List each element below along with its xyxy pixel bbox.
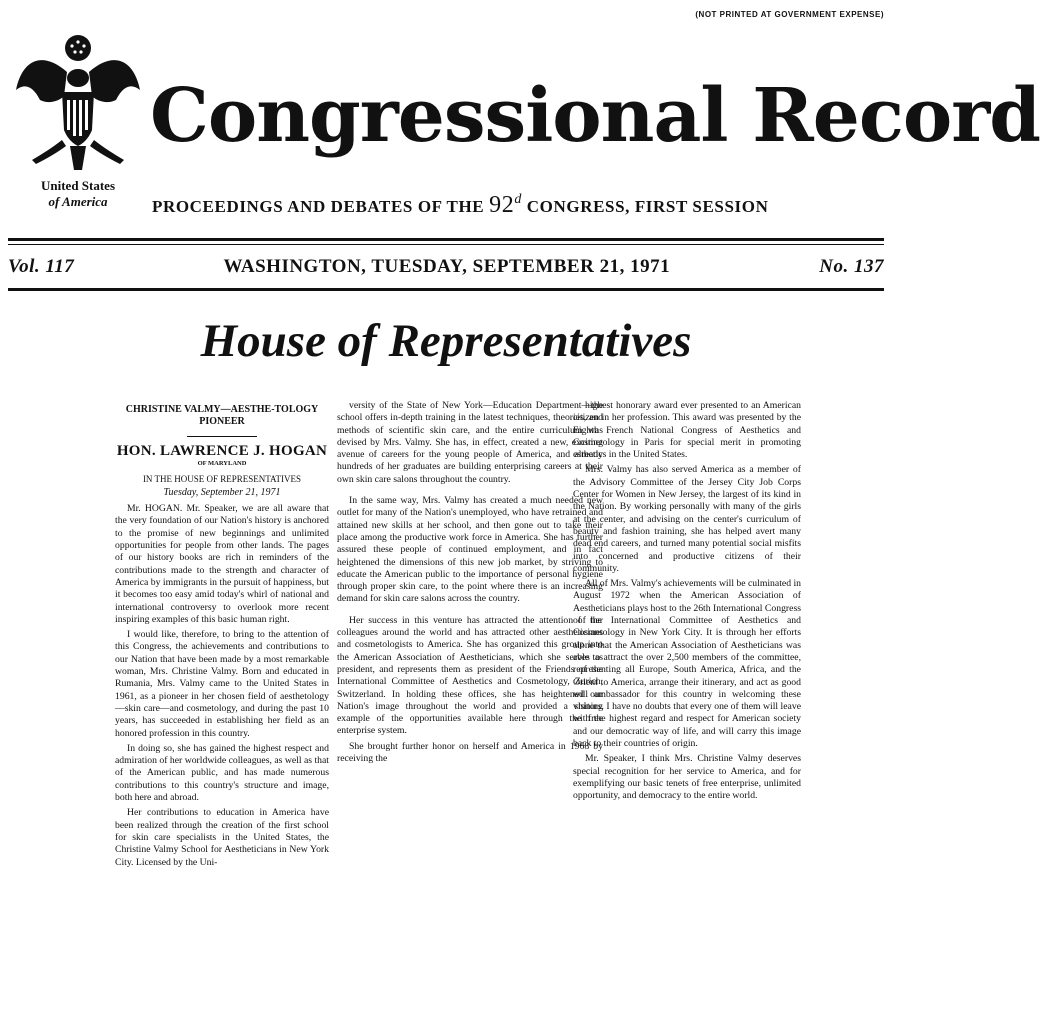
dateline-bar [8,254,884,280]
expense-notice: (NOT PRINTED AT GOVERNMENT EXPENSE) [695,10,884,19]
speaker-name: HON. LAWRENCE J. HOGAN [116,443,328,459]
subhead-suffix: CONGRESS, FIRST SESSION [526,197,769,216]
country-label [18,178,138,210]
article-location: IN THE HOUSE OF REPRESENTATIVES [142,473,302,484]
chamber-heading: House of Representatives [200,315,692,367]
congress-number: 92$^d$ [489,192,522,218]
paragraph: In the same way, Mrs. Valmy has created a much needed new outlet for many of the Nation's unemployed, who have retrained and attained new skills at her school, and then gone out to take their place among the productive work force in America. She has further assured these people of continued employment, and in fact heightened the dimensions of this new job market, by striving to educate the American public to the importance of personal hygiene through proper skin care, to the point where there is an increasing demand for skin care salons across the country. [337,495,603,605]
paragraph: All of Mrs. Valmy's achievements will be culminated in August 1972 when the American Association of Aestheticians plays host to the 26th International Congress of the International Committee of Aesthetics and Cosmetology in New York City. It is through her efforts alone that the American Association of Aestheticians was able to attract the over 2,500 members of the committee, representing all Europe, South America, Africa, and the Orient to America, arrange their itinerary, and act as good will ambassador for this country in welcoming these visitors. I have no doubts that every one of them will leave with the highest regard and respect for American society and our democratic way of life, and will carry this image back to their countries of origin. [573,578,801,750]
congress-ordinal-suffix: d [514,192,522,207]
header-rule-bottom [8,288,884,291]
paragraph: In doing so, she has gained the highest respect and admiration of her worldwide colleagues, as well as that of the American public, and has made numerous contributions to this country's structure and image, both here and abroad. [115,742,329,804]
paragraph: I would like, therefore, to bring to the attention of this Congress, the achievements and contributions to our Nation that have been made by a most remarkable woman, Mrs. Christine Valmy. Born and educated in Rumania, Mrs. Valmy came to the United States in 1961, as a pioneer in her chosen field of aesthetology—skin care—and cosmetology, and during the past 10 years, has succeeded in establishing her field as an honored profession in this country. [115,629,329,739]
paragraph: Mr. Speaker, I think Mrs. Christine Valmy deserves special recognition for her service to America, and for exemplifying our basic tenets of free enterprise, unlimited opportunity, and democracy to the entire world. [573,753,801,802]
paragraph: highest honorary award ever presented to an American citizen in her profession. This award was presented by the Eighth French National Congress of Aesthetics and Cosmetology in Paris for special merit in promoting esthetics in the United States. [573,400,801,461]
paragraph: versity of the State of New York—Education Department—the school offers in-depth training in the latest techniques, theories, and methods of scientific skin care, and the entire curriculum was devised by Mrs. Valmy. She has, in effect, created a new, exciting avenue of careers for the young people of America, and already hundreds of her graduates are building enterprising careers at their own skin care salons throughout the country. [337,400,603,485]
paragraph: She brought further honor on herself and America in 1968 by receiving the [337,740,603,765]
heading-divider [187,436,257,437]
subhead-prefix: PROCEEDINGS AND DEBATES OF THE [152,197,485,216]
header-rule-top-thin [8,244,884,245]
article-column-1 [115,400,329,872]
header-rule-top [8,238,884,241]
paragraph: Her contributions to education in America have been realized through the creation of the first school for skin care specialists in the United States, the Christine Valmy School for Aestheticians in New York City. Licensed by the Uni- [115,807,329,868]
speaker-state: OF MARYLAND [197,460,247,468]
article-date: Tuesday, September 21, 1971 [163,486,281,498]
paragraph: Her success in this venture has attracted the attention of her colleagues around the world and has attracted other aestheticians and cosmetologists to America. She has organized this group into the American Association of Aestheticians, which she serves as president, and represents them as president of the Friends of the International Committee of Aesthetics and Cosmetology, Zurich, Switzerland. In holding these offices, she has heightened our Nation's image throughout the world and provided a shining example of the opportunities available here through the free enterprise system. [337,614,603,737]
country-line-2: of America [48,194,108,209]
dateline-text: WASHINGTON, TUESDAY, SEPTEMBER 21, 1971 [223,256,671,277]
country-line-1: United States [40,178,116,193]
article-column-2 [337,400,603,768]
article-column-3 [573,400,801,806]
great-seal-eagle-icon [12,30,142,180]
volume-number: Vol. 117 [8,256,75,277]
paragraph: Mr. HOGAN. Mr. Speaker, we are all aware that the very foundation of our Nation's history is anchored to the promise of new beginnings and unlimited opportunities for people from other lands. The pages of our history books are rich in reminders of the contributions made to the strength and character of America by immigrants in the pursuit of happiness, but it becomes too easy amid today's whirl of national and international controversy to overlook more recent inspiring examples of this basic human right. [115,503,329,625]
article-heading [115,404,329,499]
issue-number: No. 137 [819,256,884,277]
proceedings-subhead [152,192,892,219]
masthead-title: Congressional Record [150,73,1040,159]
article-topic: CHRISTINE VALMY—AESTHE-TOLOGY PIONEER [125,404,319,427]
paragraph: Mrs. Valmy has also served America as a member of the Advisory Committee of the Jersey City Job Corps Center for Women in New Jersey, the largest of its kind in the Nation. By working personally with many of the girls at the center, and advising on the center's curriculum of beauty and fashion training, she has helped avert many dead end careers, and turned many potential social misfits into concerned and productive citizens of their community. [573,464,801,574]
